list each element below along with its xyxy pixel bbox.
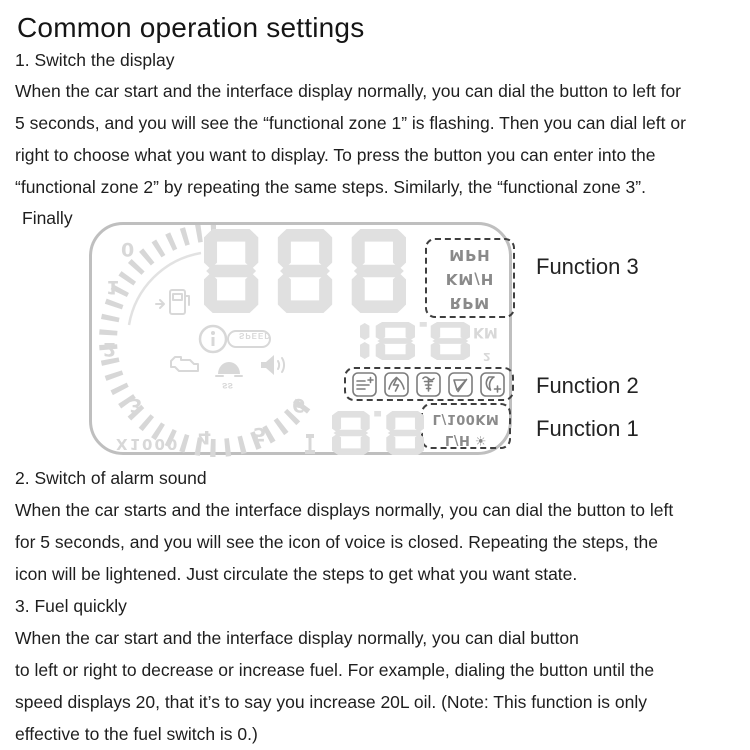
hud-panel xyxy=(89,222,512,455)
main-speed-digits xyxy=(204,229,406,313)
oil-plus-icon xyxy=(480,372,505,397)
paragraph-line: speed displays 20, that it’s to say you increase 20L oil. (Note: This function is only xyxy=(15,692,647,712)
indicator-bar-icon xyxy=(303,433,317,455)
unit-label-mph: MPH xyxy=(449,246,491,264)
gauge-number: 3 xyxy=(129,394,143,416)
section-2-heading: 2. Switch of alarm sound xyxy=(15,468,207,488)
temperature-icon xyxy=(416,372,441,397)
voltage-alert-icon xyxy=(384,372,409,397)
trip-digits xyxy=(338,322,470,360)
paragraph-line: for 5 seconds, and you will see the icon of voice is closed. Repeating the steps, the xyxy=(15,532,659,552)
paragraph-line: When the car start and the interface display normally, you can dial button xyxy=(15,628,579,648)
paragraph-line: Finally xyxy=(22,208,73,228)
function1-box xyxy=(421,403,511,449)
gauge-number: 0 xyxy=(121,238,135,260)
section-3-heading: 3. Fuel quickly xyxy=(15,596,127,616)
trip-unit-label: KM xyxy=(473,324,498,340)
bell-icon xyxy=(215,357,243,377)
paragraph-line: “functional zone 2” by repeating the same steps. Similarly, the “functional zone 3”. xyxy=(15,177,646,197)
gauge-number: 1 xyxy=(106,276,120,298)
section-1-heading: 1. Switch the display xyxy=(15,50,175,70)
settings-lines-icon xyxy=(352,372,377,397)
unit-label-kmh: KM/H xyxy=(445,270,495,288)
function1-label: Function 1 xyxy=(536,416,639,441)
paragraph-line: to left or right to decrease or increase fuel. For example, dialing the button until the xyxy=(15,660,655,680)
paragraph-line: right to choose what you want to display. To press the button you can enter into the xyxy=(15,145,656,165)
paragraph-line: When the car start and the interface display normally, you can dial the button to left for xyxy=(15,81,682,101)
paragraph-line: When the car starts and the interface displays normally, you can dial the button to left xyxy=(15,500,674,520)
funnel-icon xyxy=(448,372,473,397)
consumption-unit-label: L/100KM xyxy=(432,411,500,426)
speed-label: SPEED xyxy=(239,331,272,340)
gauge-multiplier-label: X1000 xyxy=(116,435,180,453)
function3-label: Function 3 xyxy=(536,254,639,279)
gauge-number: 6 xyxy=(292,394,306,416)
paragraph-line: effective to the fuel switch is 0.) xyxy=(15,724,258,744)
speaker-icon xyxy=(258,353,288,377)
page-title: Common operation settings xyxy=(17,12,365,43)
fuel-pump-icon xyxy=(154,287,194,317)
function2-box xyxy=(344,367,514,401)
function3-box xyxy=(425,238,515,318)
brightness-sun-icon: ☀ xyxy=(474,432,488,447)
paragraph-line: icon will be lightened. Just circulate the steps to get what you want state. xyxy=(15,564,578,584)
flow-unit-label: L/H xyxy=(444,432,471,447)
unit-label-rpm: RPM xyxy=(449,294,491,312)
function2-label: Function 2 xyxy=(536,373,639,398)
paragraph-line: 5 seconds, and you will see the “functional zone 1” is flashing. Then you can dial left or xyxy=(15,113,686,133)
engine-icon xyxy=(168,352,200,375)
bottom-digits xyxy=(332,411,424,455)
trip-unit-sub: 2 xyxy=(483,350,491,363)
gauge-number: 5 xyxy=(253,423,267,445)
gauge-number: 4 xyxy=(198,426,212,448)
bell-sub-label: ss xyxy=(222,380,234,391)
gauge-number: 2 xyxy=(103,338,117,360)
